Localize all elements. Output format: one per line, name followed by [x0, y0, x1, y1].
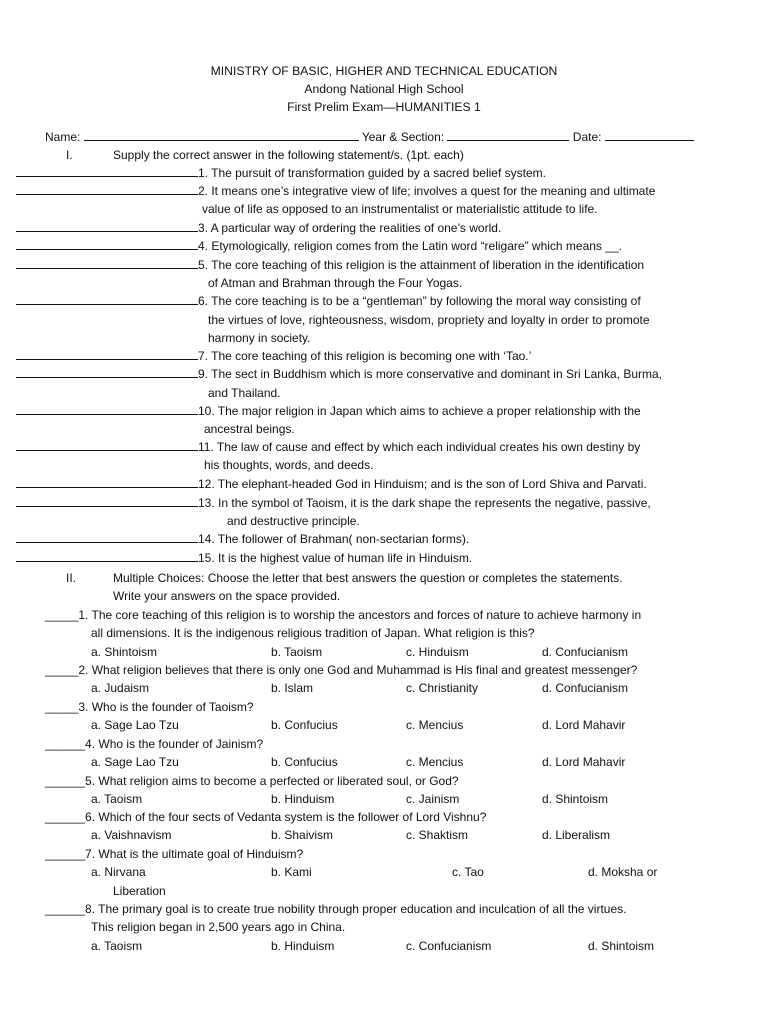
answer-blank[interactable]: _____ — [45, 663, 79, 677]
answer-blank[interactable]: _____ — [45, 700, 79, 714]
item-text-continued: ancestral beings. — [204, 422, 295, 436]
item-text-continued: the virtues of love, righteousness, wisdom, propriety and loyalty in order to promote — [208, 313, 650, 327]
item-text: 12. The elephant-headed God in Hinduism; and is the son of Lord Shiva and Parvati. — [198, 477, 647, 491]
part2-instruction-line1: Multiple Choices: Choose the letter that best answers the question or completes the statements. — [113, 571, 623, 585]
name-field[interactable] — [84, 128, 359, 141]
answer-option: c. Tao — [452, 865, 484, 880]
answer-option: d. Confucianism — [542, 681, 629, 696]
year-section-label: Year & Section: — [361, 130, 445, 144]
part1-item — [16, 549, 472, 567]
item-text: 10. The major religion in Japan which aims to achieve a proper relationship with the — [198, 404, 641, 418]
item-text: 4. Etymologically, religion comes from the Latin word “religare” which means __. — [198, 239, 622, 253]
part1-item — [16, 164, 546, 182]
answer-option: b. Taoism — [271, 644, 323, 659]
answer-blank[interactable] — [16, 549, 198, 562]
item-text: 1. The pursuit of transformation guided by a sacred belief system. — [198, 166, 546, 180]
part1-item — [16, 219, 501, 237]
answer-option: a. Taoism — [91, 792, 143, 807]
part1-item — [16, 494, 651, 512]
answer-option-continued: Liberation — [113, 883, 166, 898]
answer-option: d. Confucianism — [542, 644, 629, 659]
part1-item — [16, 182, 655, 200]
question-text: 6. Which of the four sects of Vedanta system is the follower of Lord Vishnu? — [85, 810, 487, 824]
part1-item — [16, 347, 531, 365]
answer-option: c. Christianity — [406, 681, 479, 696]
answer-option: c. Mencius — [406, 718, 464, 733]
question-text: 3. Who is the founder of Taoism? — [78, 700, 254, 714]
answer-option: c. Shaktism — [406, 828, 469, 843]
item-text-continued: and destructive principle. — [227, 514, 360, 528]
answer-blank[interactable] — [16, 256, 198, 269]
question-text: 4. Who is the founder of Jainism? — [85, 737, 264, 751]
answer-option: a. Vaishnavism — [91, 828, 172, 843]
answer-blank[interactable]: ______ — [45, 810, 86, 824]
part1-item — [16, 237, 622, 255]
answer-blank[interactable]: ______ — [45, 774, 86, 788]
part1-number: I. — [66, 148, 73, 162]
question-line — [45, 698, 254, 716]
answer-option: b. Shaivism — [271, 828, 334, 843]
answer-blank[interactable] — [16, 402, 198, 415]
question-text: 5. What religion aims to become a perfected or liberated soul, or God? — [85, 774, 459, 788]
answer-option: b. Kami — [271, 865, 312, 880]
item-text-continued: value of life as opposed to an instrumentalist or materialistic attitude to life. — [202, 202, 598, 216]
part1-item — [16, 256, 644, 274]
answer-blank[interactable] — [16, 292, 198, 305]
item-text: 3. A particular way of ordering the realities of one’s world. — [198, 221, 502, 235]
answer-option: c. Jainism — [406, 792, 460, 807]
answer-blank[interactable] — [16, 438, 198, 451]
answer-option: a. Nirvana — [91, 865, 146, 880]
exam-title: First Prelim Exam—HUMANITIES 1 — [287, 100, 481, 114]
answer-option: b. Confucius — [271, 755, 338, 770]
answer-option: b. Hinduism — [271, 792, 335, 807]
answer-blank[interactable]: _____ — [45, 608, 79, 622]
item-text: 6. The core teaching is to be a “gentleman” by following the moral way consisting of — [198, 294, 641, 308]
item-text-continued: and Thailand. — [208, 386, 281, 400]
answer-blank[interactable] — [16, 164, 198, 177]
answer-option: a. Taoism — [91, 938, 143, 953]
answer-blank[interactable]: ______ — [45, 737, 86, 751]
answer-blank[interactable] — [16, 494, 198, 507]
item-text: 13. In the symbol of Taoism, it is the dark shape the represents the negative, passive, — [198, 496, 651, 510]
answer-blank[interactable] — [16, 219, 198, 232]
student-info-line — [45, 128, 694, 146]
part1-item — [16, 438, 640, 456]
answer-option: d. Lord Mahavir — [542, 718, 626, 733]
question-line — [45, 900, 626, 918]
answer-option: a. Judaism — [91, 681, 150, 696]
question-text-continued: all dimensions. It is the indigenous religious tradition of Japan. What religion is this? — [91, 626, 535, 641]
answer-option: c. Hinduism — [406, 644, 469, 659]
part2-number: II. — [66, 571, 77, 585]
name-label: Name: — [45, 130, 81, 144]
answer-option: c. Mencius — [406, 755, 464, 770]
question-line — [45, 808, 486, 826]
question-text: 7. What is the ultimate goal of Hinduism? — [85, 847, 304, 861]
answer-blank[interactable] — [16, 347, 198, 360]
answer-option: d. Moksha or — [588, 865, 658, 880]
question-line — [45, 661, 637, 679]
answer-option: d. Liberalism — [542, 828, 611, 843]
part1-item — [16, 402, 641, 420]
answer-blank[interactable]: ______ — [45, 847, 86, 861]
question-line — [45, 606, 641, 624]
answer-blank[interactable] — [16, 475, 198, 488]
answer-option: b. Confucius — [271, 718, 338, 733]
item-text: 9. The sect in Buddhism which is more conservative and dominant in Sri Lanka, Burma, — [198, 367, 663, 381]
question-text-continued: This religion began in 2,500 years ago in China. — [91, 920, 346, 935]
answer-blank[interactable] — [16, 237, 198, 250]
part1-item — [16, 365, 662, 383]
answer-option: d. Lord Mahavir — [542, 755, 626, 770]
answer-blank[interactable] — [16, 365, 198, 378]
answer-option: a. Sage Lao Tzu — [91, 718, 179, 733]
year-section-field[interactable] — [447, 128, 569, 141]
answer-blank[interactable] — [16, 530, 198, 543]
answer-blank[interactable] — [16, 182, 198, 195]
question-line — [45, 772, 459, 790]
item-text-continued: of Atman and Brahman through the Four Yogas. — [208, 276, 463, 290]
answer-option: a. Sage Lao Tzu — [91, 755, 179, 770]
answer-option: d. Shintoism — [542, 792, 609, 807]
part1-item — [16, 530, 469, 548]
item-text: 2. It means one’s integrative view of life; involves a quest for the meaning and ultimate — [198, 184, 656, 198]
part1-instruction: Supply the correct answer in the following statement/s. (1pt. each) — [113, 148, 464, 162]
question-line — [45, 845, 303, 863]
question-text: 2. What religion believes that there is only one God and Muhammad is His final and greatest messenger? — [78, 663, 638, 677]
item-text: 14. The follower of Brahman( non-sectarian forms). — [198, 532, 470, 546]
answer-option: a. Shintoism — [91, 644, 158, 659]
answer-option: b. Islam — [271, 681, 314, 696]
question-text: 1. The core teaching of this religion is to worship the ancestors and forces of nature to achieve harmony in — [78, 608, 642, 622]
item-text: 7. The core teaching of this religion is becoming one with ‘Tao.’ — [198, 349, 532, 363]
question-text: 8. The primary goal is to create true nobility through proper education and inculcation of all the virtues. — [85, 902, 627, 916]
item-text-continued: his thoughts, words, and deeds. — [204, 458, 374, 472]
answer-option: d. Shintoism — [588, 938, 655, 953]
part2-instruction-line2: Write your answers on the space provided. — [113, 589, 341, 603]
school-name: Andong National High School — [304, 82, 464, 96]
answer-option: c. Confucianism — [406, 938, 492, 953]
question-line — [45, 735, 263, 753]
answer-option: b. Hinduism — [271, 938, 335, 953]
part1-item — [16, 475, 647, 493]
date-label: Date: — [572, 130, 602, 144]
ministry-heading: MINISTRY OF BASIC, HIGHER AND TECHNICAL EDUCATION — [210, 64, 558, 78]
part1-item — [16, 292, 641, 310]
item-text: 15. It is the highest value of human life in Hinduism. — [198, 551, 473, 565]
item-text-continued: harmony in society. — [208, 331, 311, 345]
item-text: 11. The law of cause and effect by which each individual creates his own destiny by — [198, 440, 641, 454]
item-text: 5. The core teaching of this religion is the attainment of liberation in the identification — [198, 258, 645, 272]
date-field[interactable] — [605, 128, 694, 141]
answer-blank[interactable]: ______ — [45, 902, 86, 916]
